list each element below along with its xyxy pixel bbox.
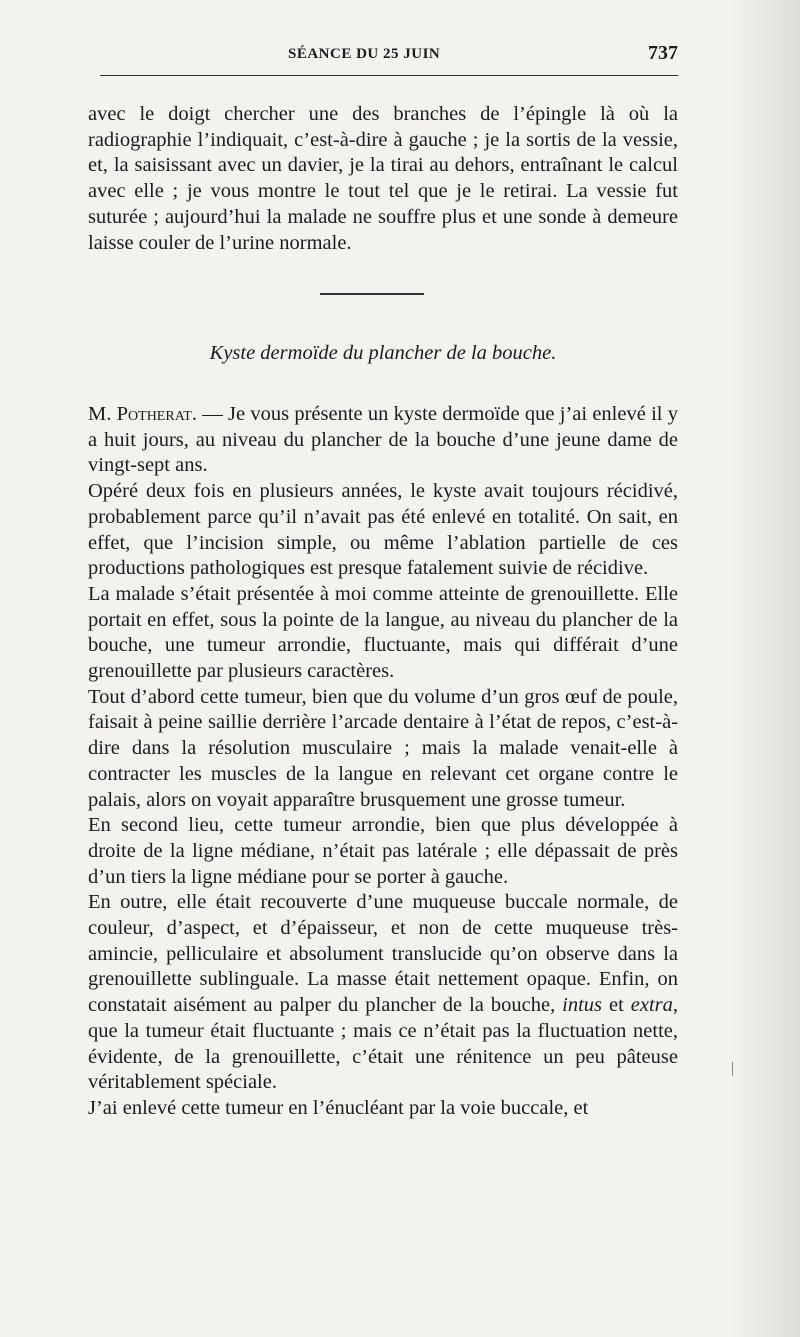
margin-mark [732,1062,733,1076]
article-body [88,402,678,1122]
paragraph-6-part-b: , que la tumeur était fluctuante ; mais ce n’était pas la fluctuation nette, évidente, de la grenouillette, c’était une rénitence un peu pâteuse véritablement spéciale. [88,994,678,1094]
paragraph-6-part-a: En outre, elle était recouverte d’une muqueuse buccale normale, de couleur, d’aspect, et d’épaisseur, et non de cette muqueuse très-amincie, pelliculaire et absolument translucide qu’on observe dans la grenouillette sublinguale. La masse était nettement opaque. Enfin, on constatait aisément au palper du plancher de la bouche, [88,891,678,1017]
speaker-separator: . — [191,403,228,425]
term-extra: extra [630,994,673,1017]
paragraph-7: J’ai enlevé cette tumeur en l’énucléant par la voie buccale, et [88,1096,589,1119]
paragraph-1-text: Je vous présente un kyste dermoïde que j’ai enlevé il y a huit jours, au niveau du plancher de la bouche d’une jeune dame de vingt-sept ans. [88,403,679,477]
header-rule [100,75,678,76]
paragraph-5: En second lieu, cette tumeur arrondie, bien que plus développée à droite de la ligne médiane, n’était pas latérale ; elle dépassait de près d’un tiers la ligne médiane pour se porter à gauche. [88,814,678,888]
paragraph-3: La malade s’était présentée à moi comme atteinte de grenouillette. Elle portait en effet, sous la pointe de la langue, au niveau du plancher de la bouche, une tumeur arrondie, fluctuante, mais qui différait d’une grenouillette par plusieurs caractères. [88,582,678,683]
page-number: 737 [648,42,678,64]
intro-block [88,102,678,256]
section-title: Kyste dermoïde du plancher de la bouche. [209,342,557,364]
paragraph-1 [88,402,678,479]
paragraph-2: Opéré deux fois en plusieurs années, le kyste avait toujours récidivé, probablement parce qu’il n’avait pas été enlevé en totalité. On sait, en effet, que l’incision simple, ou même l’ablation partielle de ces productions pathologiques est presque fatalement suivie de récidive. [88,480,678,580]
conjunction-et: et [602,994,631,1017]
speaker-name: Potherat [116,403,192,425]
paragraph-6 [88,890,678,1096]
page-edge-shadow [730,0,800,1337]
speaker-prefix: M. [88,403,117,425]
page-header [88,42,678,72]
running-head: SÉANCE DU 25 JUIN [288,46,441,62]
paragraph-4: Tout d’abord cette tumeur, bien que du volume d’un gros œuf de poule, faisait à peine saillie derrière l’arcade dentaire à l’état de repos, c’est-à-dire dans la résolution musculaire ; mais la malade venait-elle à contracter les muscles de la langue en relevant cet organe contre le palais, alors on voyait apparaître brusquement une grosse tumeur. [88,685,678,811]
section-divider [320,293,424,295]
term-intus: intus [562,994,603,1017]
intro-paragraph: avec le doigt chercher une des branches de l’épingle là où la radiographie l’indiquait, c’est-à-dire à gauche ; je la sortis de la vessie, et, la saisissant avec un davier, je la tirai au dehors, entraînant le calcul avec elle ; je vous montre le tout tel que je le retirai. La vessie fut suturée ; aujourd’hui la malade ne souffre plus et une sonde à demeure laisse couler de l’urine normale. [88,103,678,254]
